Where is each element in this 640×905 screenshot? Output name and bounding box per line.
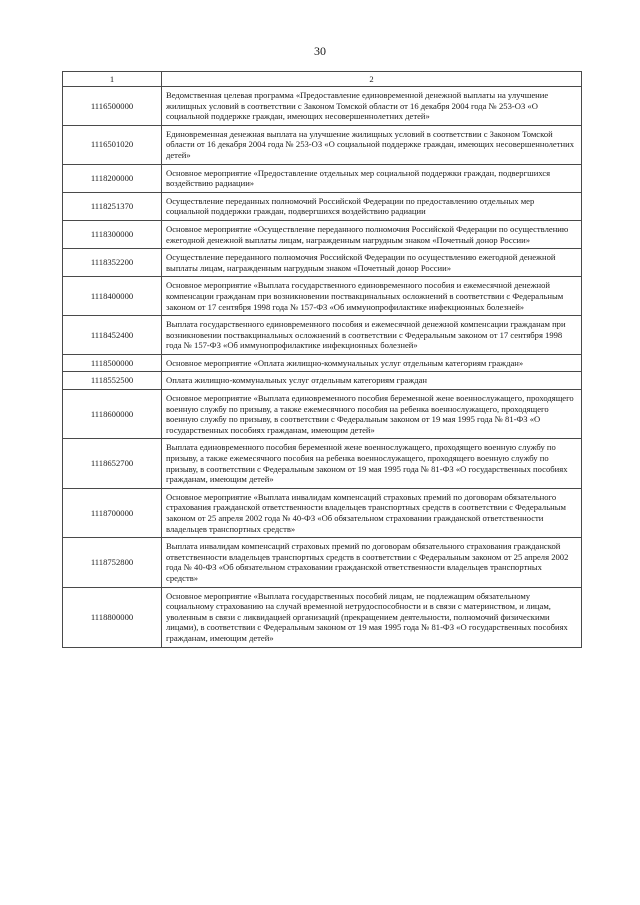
table-row [63,87,582,126]
row-code: 1118200000 [63,164,162,192]
row-description: Выплата инвалидам компенсаций страховых премий по договорам обязательного страхования гражданской ответственности владельцев транспортных средств в соответствии с Федеральным законом от 25 апреля 2002 года № 40-ФЗ «Об обязательном страховании гражданской ответственности владельцев транспортных средств» [162,538,582,587]
row-description: Основное мероприятие «Оплата жилищно-коммунальных услуг отдельным категориям граждан» [162,354,582,372]
table-row [63,249,582,277]
row-code: 1118352200 [63,249,162,277]
row-code: 1118700000 [63,488,162,537]
table-row [63,220,582,248]
row-code: 1118400000 [63,277,162,316]
row-code: 1116501020 [63,125,162,164]
budget-classification-table [62,71,582,648]
table-row [63,354,582,372]
column-header-description: 2 [162,72,582,87]
row-code: 1118500000 [63,354,162,372]
row-description: Выплата единовременного пособия беременной жене военнослужащего, проходящего военную службу по призыву, а также ежемесячного пособия на ребенка военнослужащего, проходящего военную службу по призыву, в соответствии с Федеральным законом от 19 мая 1995 года № 81-ФЗ «О государственных пособиях гражданам, имеющим детей» [162,439,582,488]
row-description: Осуществление переданных полномочий Российской Федерации по предоставлению отдельных мер социальной поддержки граждан, подвергшихся воздействию радиации [162,192,582,220]
row-code: 1118251370 [63,192,162,220]
row-code: 1118800000 [63,587,162,647]
table-row [63,125,582,164]
table-row [63,538,582,587]
table-row [63,164,582,192]
row-code: 1118600000 [63,390,162,439]
row-description: Осуществление переданного полномочия Российской Федерации по осуществлению ежегодной денежной выплаты лицам, награжденным нагрудным знаком «Почетный донор России» [162,249,582,277]
table-row [63,277,582,316]
table-row [63,372,582,390]
table-header-row [63,72,582,87]
column-header-code: 1 [63,72,162,87]
table-row [63,390,582,439]
row-code: 1116500000 [63,87,162,126]
table-row [63,587,582,647]
row-description: Основное мероприятие «Выплата государственного единовременного пособия и ежемесячной денежной компенсации гражданам при возникновении поствакцинальных осложнений в соответствии с Федеральным законом от 17 сентября 1998 года № 157-ФЗ «Об иммунопрофилактике инфекционных болезней» [162,277,582,316]
row-description: Ведомственная целевая программа «Предоставление единовременной денежной выплаты на улучшение жилищных условий в соответствии с Законом Томской области от 16 декабря 2004 года № 253-ОЗ «О социальной поддержке граждан, имеющих несовершеннолетних детей» [162,87,582,126]
row-code: 1118752800 [63,538,162,587]
row-description: Основное мероприятие «Осуществление переданного полномочия Российской Федерации по осуществлению ежегодной денежной выплаты лицам, награжденным нагрудным знаком «Почетный донор России» [162,220,582,248]
table-row [63,316,582,355]
page-number: 30 [314,44,326,58]
row-description: Основное мероприятие «Выплата инвалидам компенсаций страховых премий по договорам обязательного страхования гражданской ответственности владельцев транспортных средств в соответствии с Федеральным законом от 25 апреля 2002 года № 40-ФЗ «Об обязательном страховании гражданской ответственности владельцев транспортных средств» [162,488,582,537]
row-code: 1118652700 [63,439,162,488]
row-code: 1118452400 [63,316,162,355]
row-code: 1118300000 [63,220,162,248]
table-row [63,439,582,488]
table-row [63,488,582,537]
row-description: Основное мероприятие «Предоставление отдельных мер социальной поддержки граждан, подвергшихся воздействию радиации» [162,164,582,192]
row-description: Оплата жилищно-коммунальных услуг отдельным категориям граждан [162,372,582,390]
row-description: Основное мероприятие «Выплата государственных пособий лицам, не подлежащим обязательному социальному страхованию на случай временной нетрудоспособности и в связи с материнством, и лицам, уволенным в связи с ликвидацией организаций (прекращением деятельности, полномочий физическими лицами), в соответствии с Федеральным законом от 19 мая 1995 года № 81-ФЗ «О государственных пособиях гражданам, имеющим детей» [162,587,582,647]
row-code: 1118552500 [63,372,162,390]
row-description: Основное мероприятие «Выплата единовременного пособия беременной жене военнослужащего, проходящего военную службу по призыву, а также ежемесячного пособия на ребенка военнослужащего, проходящего военную службу по призыву, в соответствии с Федеральным законом от 19 мая 1995 года № 81-ФЗ «О государственных пособиях гражданам, имеющим детей» [162,390,582,439]
table-row [63,192,582,220]
row-description: Единовременная денежная выплата на улучшение жилищных условий в соответствии с Законом Томской области от 16 декабря 2004 года № 253-ОЗ «О социальной поддержке граждан, имеющих несовершеннолетних детей» [162,125,582,164]
row-description: Выплата государственного единовременного пособия и ежемесячной денежной компенсации гражданам при возникновении поствакцинальных осложнений в соответствии с Федеральным законом от 17 сентября 1998 года № 157-ФЗ «Об иммунопрофилактике инфекционных болезней» [162,316,582,355]
